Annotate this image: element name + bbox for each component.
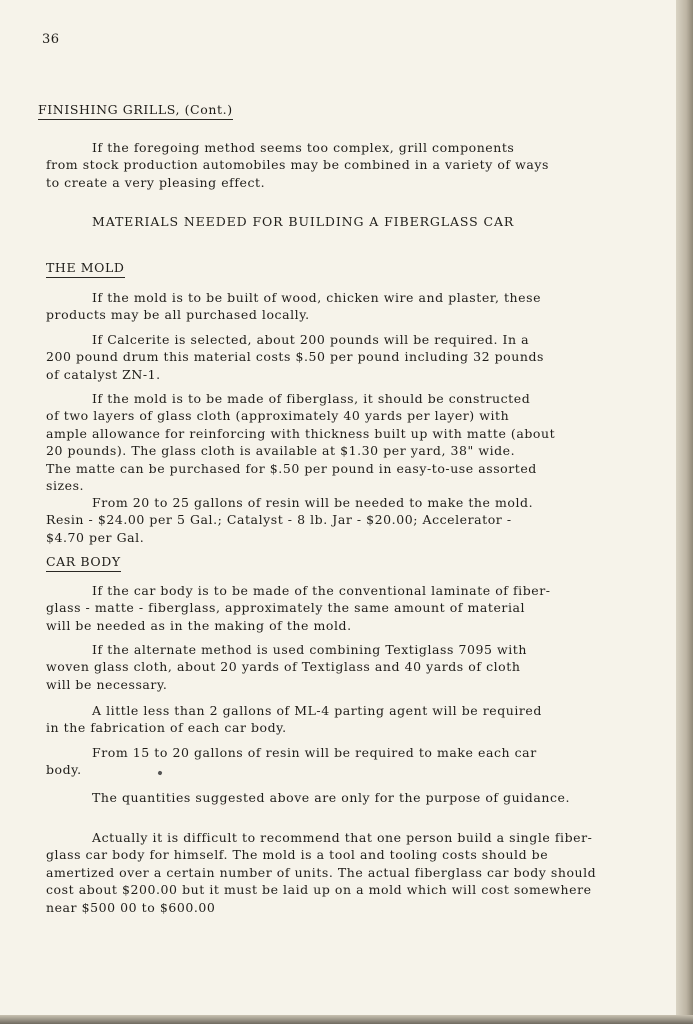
page-edge-bottom <box>0 1015 693 1024</box>
paragraph-body-1: If the car body is to be made of the conventional laminate of fiber- glass - matte - fiberglass, approximately the same amount of material will be needed as in the making of the mold. <box>46 583 551 633</box>
heading-car-body: CAR BODY <box>46 554 121 572</box>
paragraph-mold-4: From 20 to 25 gallons of resin will be needed to make the mold. Resin - $24.00 per 5 Gal.; Catalyst - 8 lb. Jar - $20.00; Accelerator - $4.70 per Gal. <box>46 495 534 545</box>
paragraph-mold-2: If Calcerite is selected, about 200 pounds will be required. In a 200 pound drum this material costs $.50 per pound including 32 pounds of catalyst ZN-1. <box>46 332 544 382</box>
paragraph-body-2: If the alternate method is used combining Textiglass 7095 with woven glass cloth, about 20 yards of Textiglass and 40 yards of cloth will be necessary. <box>46 642 527 692</box>
paragraph-mold-3: If the mold is to be made of fiberglass, it should be constructed of two layers of glass cloth (approximately 40 yards per layer) with ample allowance for reinforcing with thickness built up with matte (about 20 pounds). The glass cloth is available at $1.30 per yard, 38" wide. The matte can be purchased for $.50 per pound in easy-to-use assorted sizes. <box>46 391 556 494</box>
main-title: MATERIALS NEEDED FOR BUILDING A FIBERGLASS CAR <box>92 214 515 229</box>
paragraph-body-6: Actually it is difficult to recommend that one person build a single fiber- glass car body for himself. The mold is a tool and tooling costs should be amertized over a certain number of units. The actual fiberglass car body should cost about $200.00 but it must be laid up on a mold which will cost somewhere near $500 00 to $600.00 <box>46 830 597 915</box>
page-edge-right <box>676 0 693 1024</box>
page-number: 36 <box>42 32 60 47</box>
paragraph-body-4: From 15 to 20 gallons of resin will be required to make each car body. <box>46 745 537 778</box>
paragraph-grills: If the foregoing method seems too complex, grill components from stock production automobiles may be combined in a variety of ways to create a very pleasing effect. <box>46 140 549 190</box>
paragraph-body-3: A little less than 2 gallons of ML-4 parting agent will be required in the fabrication of each car body. <box>46 703 542 736</box>
heading-finishing-grills: FINISHING GRILLS, (Cont.) <box>38 102 233 120</box>
paragraph-body-5: The quantities suggested above are only for the purpose of guidance. <box>92 790 570 805</box>
heading-the-mold: THE MOLD <box>46 260 125 278</box>
paragraph-mold-1: If the mold is to be built of wood, chicken wire and plaster, these products may be all purchased locally. <box>46 290 542 323</box>
